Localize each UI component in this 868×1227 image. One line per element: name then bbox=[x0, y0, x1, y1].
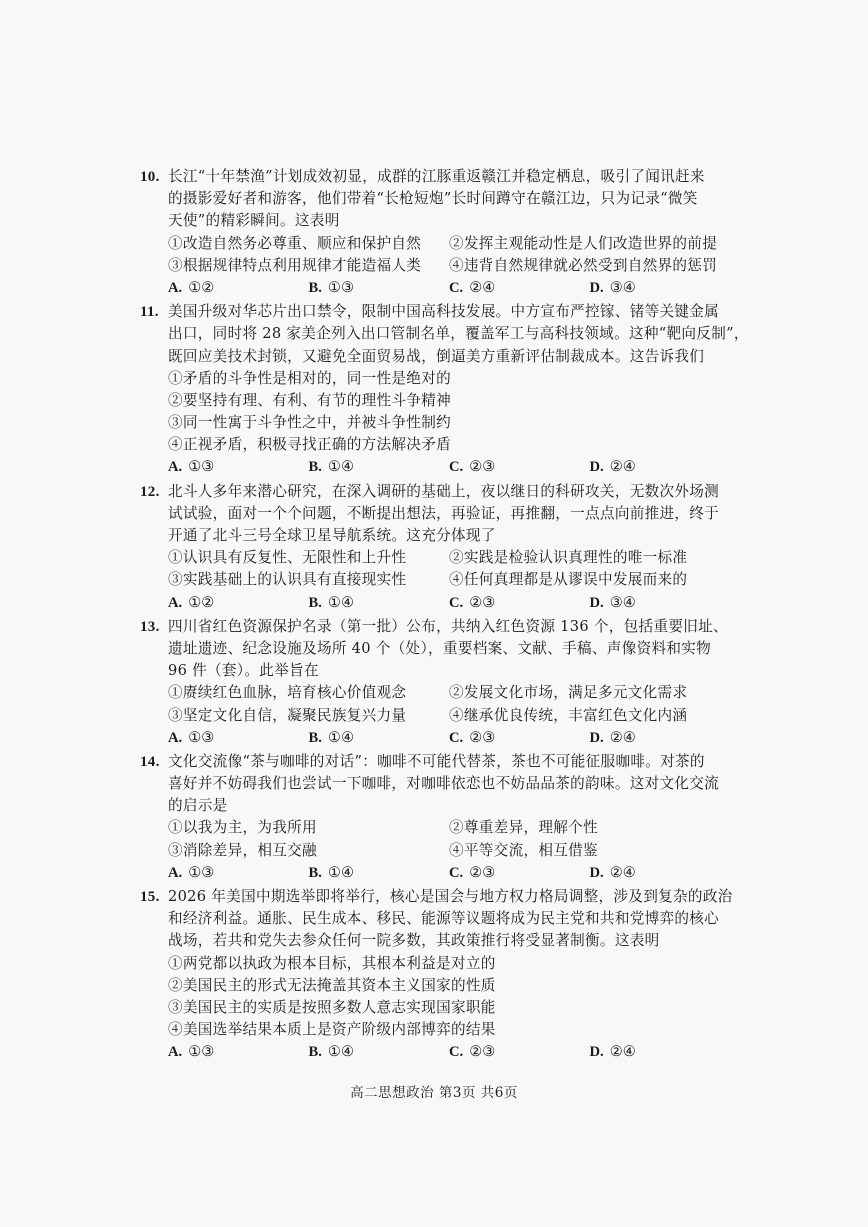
question-11 bbox=[140, 301, 749, 479]
question-stem-line bbox=[140, 795, 730, 817]
statement-option: ③根据规律特点利用规律才能造福人类 bbox=[168, 256, 422, 274]
answer-choice-b bbox=[309, 277, 450, 299]
answer-choice-a bbox=[168, 456, 309, 478]
statement-row bbox=[140, 705, 730, 727]
question-number: 14. bbox=[140, 753, 160, 770]
answer-choice-a bbox=[168, 277, 309, 299]
choice-value: ②④ bbox=[609, 1043, 636, 1061]
question-number: 11. bbox=[140, 304, 159, 321]
question-number: 13. bbox=[140, 618, 160, 635]
stem-text: 战场，若共和党失去参众任何一院多数，其政策推行将受显著制衡。这表明 bbox=[168, 932, 660, 950]
question-stem-line bbox=[140, 886, 733, 908]
question-stem-line bbox=[140, 166, 730, 188]
question-10 bbox=[140, 166, 730, 299]
stem-text: 四川省红色资源保护名录（第一批）公布，共纳入红色资源 136 个，包括重要旧址、 bbox=[168, 617, 728, 635]
question-stem-line bbox=[140, 346, 730, 368]
question-stem-line bbox=[140, 660, 730, 682]
statement-row bbox=[140, 817, 730, 839]
statement-option: ①赓续红色血脉，培育核心价值观念 bbox=[168, 684, 407, 702]
choice-value: ①④ bbox=[327, 863, 355, 881]
question-13 bbox=[140, 616, 730, 749]
stem-text: 既回应美技术封锁，又避免全面贸易战，倒逼美方重新评估制裁成本。这告诉我们 bbox=[168, 347, 705, 365]
choice-value: ①④ bbox=[327, 1043, 355, 1061]
question-stem-line bbox=[140, 481, 730, 503]
stem-text: 美国升级对华芯片出口禁令，限制中国高科技发展。中方宣布严控镓、锗等关键金属 bbox=[168, 303, 720, 321]
answer-choices bbox=[140, 277, 730, 299]
stem-text: 遗址遗迹、纪念设施及场所 40 个（处），重要档案、文献、手稿、声像资料和实物 bbox=[168, 639, 712, 657]
choice-letter: D. bbox=[589, 459, 604, 476]
choice-value: ①② bbox=[188, 593, 215, 611]
statement-option: ①改造自然务必尊重、顺应和保护自然 bbox=[168, 234, 422, 252]
statement-row bbox=[140, 368, 730, 390]
answer-choice-a bbox=[168, 592, 309, 614]
choice-letter: C. bbox=[449, 279, 464, 296]
answer-choice-d bbox=[590, 277, 731, 299]
statement-option: ①认识具有反复性、无限性和上升性 bbox=[168, 549, 407, 567]
stem-text: 2026 年美国中期选举即将举行，核心是国会与地方权力格局调整，涉及到复杂的政治 bbox=[168, 888, 733, 905]
statement-option: ②实践是检验认识真理性的唯一标准 bbox=[449, 549, 688, 567]
statement-row bbox=[140, 997, 730, 1019]
question-stem-line bbox=[140, 751, 730, 773]
answer-choice-d bbox=[590, 727, 731, 749]
choice-letter: D. bbox=[589, 1044, 604, 1061]
answer-choice-a bbox=[168, 862, 309, 884]
answer-choice-b bbox=[309, 1041, 450, 1063]
choice-letter: C. bbox=[449, 1044, 464, 1061]
statement-row bbox=[140, 953, 730, 975]
question-15 bbox=[140, 886, 733, 1064]
statement-option: ③消除差异，相互交融 bbox=[168, 841, 317, 859]
answer-choices bbox=[140, 456, 730, 478]
answer-choice-d bbox=[590, 592, 731, 614]
choice-letter: C. bbox=[449, 459, 464, 476]
statement-option: ④平等交流，相互借鉴 bbox=[449, 841, 598, 859]
question-number: 15. bbox=[140, 889, 160, 905]
question-stem-line bbox=[140, 301, 730, 323]
choice-letter: A. bbox=[168, 594, 183, 611]
stem-text: 天使”的精彩瞬间。这表明 bbox=[168, 212, 340, 230]
statement-row bbox=[140, 233, 730, 255]
choice-letter: B. bbox=[308, 1044, 322, 1061]
statement-row bbox=[140, 975, 730, 997]
statement-option: ②发展文化市场，满足多元文化需求 bbox=[449, 684, 688, 702]
question-14 bbox=[140, 751, 730, 884]
answer-choice-a bbox=[168, 727, 309, 749]
question-stem-line bbox=[140, 323, 749, 345]
choice-letter: A. bbox=[168, 729, 183, 746]
question-number: 12. bbox=[140, 483, 160, 500]
choice-value: ②④ bbox=[609, 458, 636, 476]
choice-letter: A. bbox=[168, 279, 183, 296]
choice-value: ②③ bbox=[469, 1043, 496, 1061]
choice-value: ②③ bbox=[469, 728, 496, 746]
answer-choice-d bbox=[590, 862, 731, 884]
choice-value: ②④ bbox=[609, 863, 636, 881]
choice-letter: B. bbox=[308, 729, 322, 746]
question-stem-line bbox=[140, 525, 730, 547]
statement-option: ①两党都以执政为根本目标，其根本利益是对立的 bbox=[168, 954, 496, 972]
statement-option: ④任何真理都是从谬误中发展而来的 bbox=[449, 571, 688, 589]
question-stem-line bbox=[140, 210, 730, 232]
choice-letter: B. bbox=[308, 279, 322, 296]
choice-letter: D. bbox=[589, 279, 604, 296]
statement-row bbox=[140, 569, 730, 591]
answer-choices bbox=[140, 1041, 730, 1063]
choice-letter: C. bbox=[449, 729, 464, 746]
answer-choice-d bbox=[590, 1041, 731, 1063]
choice-value: ②③ bbox=[469, 863, 496, 881]
stem-text: 文化交流像“茶与咖啡的对话”：咖啡不可能代替茶，茶也不可能征服咖啡。对茶的 bbox=[168, 752, 705, 770]
statement-row bbox=[140, 1019, 730, 1041]
statement-option: ④继承优良传统，丰富红色文化内涵 bbox=[449, 706, 688, 724]
question-stem-line bbox=[140, 908, 730, 930]
statement-option: ④美国选举结果本质上是资产阶级内部博弈的结果 bbox=[168, 1021, 496, 1039]
page-footer: 高二思想政治 第3页 共6页 bbox=[350, 1085, 518, 1101]
choice-letter: D. bbox=[589, 864, 604, 881]
choice-letter: D. bbox=[589, 729, 604, 746]
choice-value: ②④ bbox=[469, 278, 496, 296]
choice-letter: B. bbox=[308, 864, 322, 881]
statement-option: ②尊重差异，理解个性 bbox=[449, 819, 598, 837]
answer-choice-c bbox=[449, 592, 590, 614]
stem-text: 的启示是 bbox=[168, 797, 228, 815]
choice-value: ①③ bbox=[188, 458, 215, 476]
question-number: 10. bbox=[140, 169, 160, 185]
question-stem-line bbox=[140, 188, 730, 210]
statement-option: ④违背自然规律就必然受到自然界的惩罚 bbox=[449, 256, 718, 274]
statement-option: ③实践基础上的认识具有直接现实性 bbox=[168, 571, 407, 589]
statement-row bbox=[140, 682, 730, 704]
statement-row bbox=[140, 434, 730, 456]
choice-value: ②④ bbox=[609, 728, 636, 746]
choice-letter: B. bbox=[308, 594, 322, 611]
question-stem-line bbox=[140, 773, 730, 795]
choice-value: ①③ bbox=[188, 863, 215, 881]
question-stem-line bbox=[140, 616, 730, 638]
statement-option: ①矛盾的斗争性是相对的，同一性是绝对的 bbox=[168, 369, 451, 387]
statement-option: ④正视矛盾，积极寻找正确的方法解决矛盾 bbox=[168, 436, 451, 454]
statement-row bbox=[140, 390, 730, 412]
statement-row bbox=[140, 547, 730, 569]
choice-value: ②③ bbox=[469, 593, 496, 611]
answer-choice-c bbox=[449, 456, 590, 478]
choice-letter: C. bbox=[449, 594, 464, 611]
stem-text: 出口，同时将 28 家美企列入出口管制名单，覆盖军工与高科技领域。这种“靶向反制”， bbox=[168, 325, 749, 343]
statement-row bbox=[140, 255, 730, 277]
answer-choice-b bbox=[309, 456, 450, 478]
answer-choice-c bbox=[449, 862, 590, 884]
choice-value: ①④ bbox=[327, 593, 355, 611]
question-stem-line bbox=[140, 503, 730, 525]
choice-value: ③④ bbox=[609, 278, 636, 296]
statement-option: ②要坚持有理、有利、有节的理性斗争精神 bbox=[168, 391, 451, 409]
answer-choices bbox=[140, 592, 730, 614]
statement-option: ②美国民主的形式无法掩盖其资本主义国家的性质 bbox=[168, 976, 496, 994]
answer-choices bbox=[140, 862, 730, 884]
answer-choice-d bbox=[590, 456, 731, 478]
choice-letter: A. bbox=[168, 864, 183, 881]
question-stem-line bbox=[140, 930, 730, 952]
choice-value: ①② bbox=[188, 278, 215, 296]
stem-text: 96 件（套）。此举旨在 bbox=[168, 662, 319, 680]
stem-text: 和经济利益。通胀、民生成本、移民、能源等议题将成为民主党和共和党博弈的核心 bbox=[168, 910, 720, 928]
choice-value: ①④ bbox=[327, 458, 355, 476]
statement-option: ③坚定文化自信，凝聚民族复兴力量 bbox=[168, 706, 407, 724]
answer-choice-c bbox=[449, 1041, 590, 1063]
question-stem-line bbox=[140, 638, 730, 660]
choice-letter: D. bbox=[589, 594, 604, 611]
choice-value: ①④ bbox=[327, 728, 355, 746]
choice-letter: A. bbox=[168, 459, 183, 476]
statement-option: ①以我为主，为我所用 bbox=[168, 819, 317, 837]
statement-row bbox=[140, 412, 730, 434]
answer-choice-a bbox=[168, 1041, 309, 1063]
question-list bbox=[140, 166, 749, 1066]
choice-value: ③④ bbox=[609, 593, 636, 611]
stem-text: 开通了北斗三号全球卫星导航系统。这充分体现了 bbox=[168, 527, 496, 544]
stem-text: 长江“十年禁渔”计划成效初显，成群的江豚重返赣江并稳定栖息，吸引了闻讯赶来 bbox=[168, 168, 705, 185]
choice-letter: C. bbox=[449, 864, 464, 881]
answer-choice-c bbox=[449, 277, 590, 299]
choice-value: ①③ bbox=[188, 1043, 215, 1061]
statement-option: ②发挥主观能动性是人们改造世界的前提 bbox=[449, 234, 718, 252]
stem-text: 的摄影爱好者和游客，他们带着“长枪短炮”长时间蹲守在赣江边，只为记录“微笑 bbox=[168, 190, 698, 208]
answer-choices bbox=[140, 727, 730, 749]
statement-option: ③美国民主的实质是按照多数人意志实现国家职能 bbox=[168, 998, 496, 1016]
choice-value: ①③ bbox=[188, 728, 215, 746]
answer-choice-b bbox=[309, 862, 450, 884]
stem-text: 北斗人多年来潜心研究，在深入调研的基础上，夜以继日的科研攻关，无数次外场测 bbox=[168, 482, 720, 500]
choice-value: ①③ bbox=[327, 278, 355, 296]
choice-letter: A. bbox=[168, 1044, 183, 1061]
answer-choice-c bbox=[449, 727, 590, 749]
stem-text: 喜好并不妨碍我们也尝试一下咖啡，对咖啡依恋也不妨品品茶的韵味。这对文化交流 bbox=[168, 775, 720, 793]
statement-row bbox=[140, 840, 730, 862]
question-12 bbox=[140, 481, 730, 614]
choice-letter: B. bbox=[308, 459, 322, 476]
answer-choice-b bbox=[309, 592, 450, 614]
choice-value: ②③ bbox=[469, 458, 496, 476]
statement-option: ③同一性寓于斗争性之中，并被斗争性制约 bbox=[168, 414, 451, 432]
stem-text: 试试验，面对一个个问题，不断提出想法，再验证，再推翻，一点点向前推进，终于 bbox=[168, 504, 720, 522]
answer-choice-b bbox=[309, 727, 450, 749]
